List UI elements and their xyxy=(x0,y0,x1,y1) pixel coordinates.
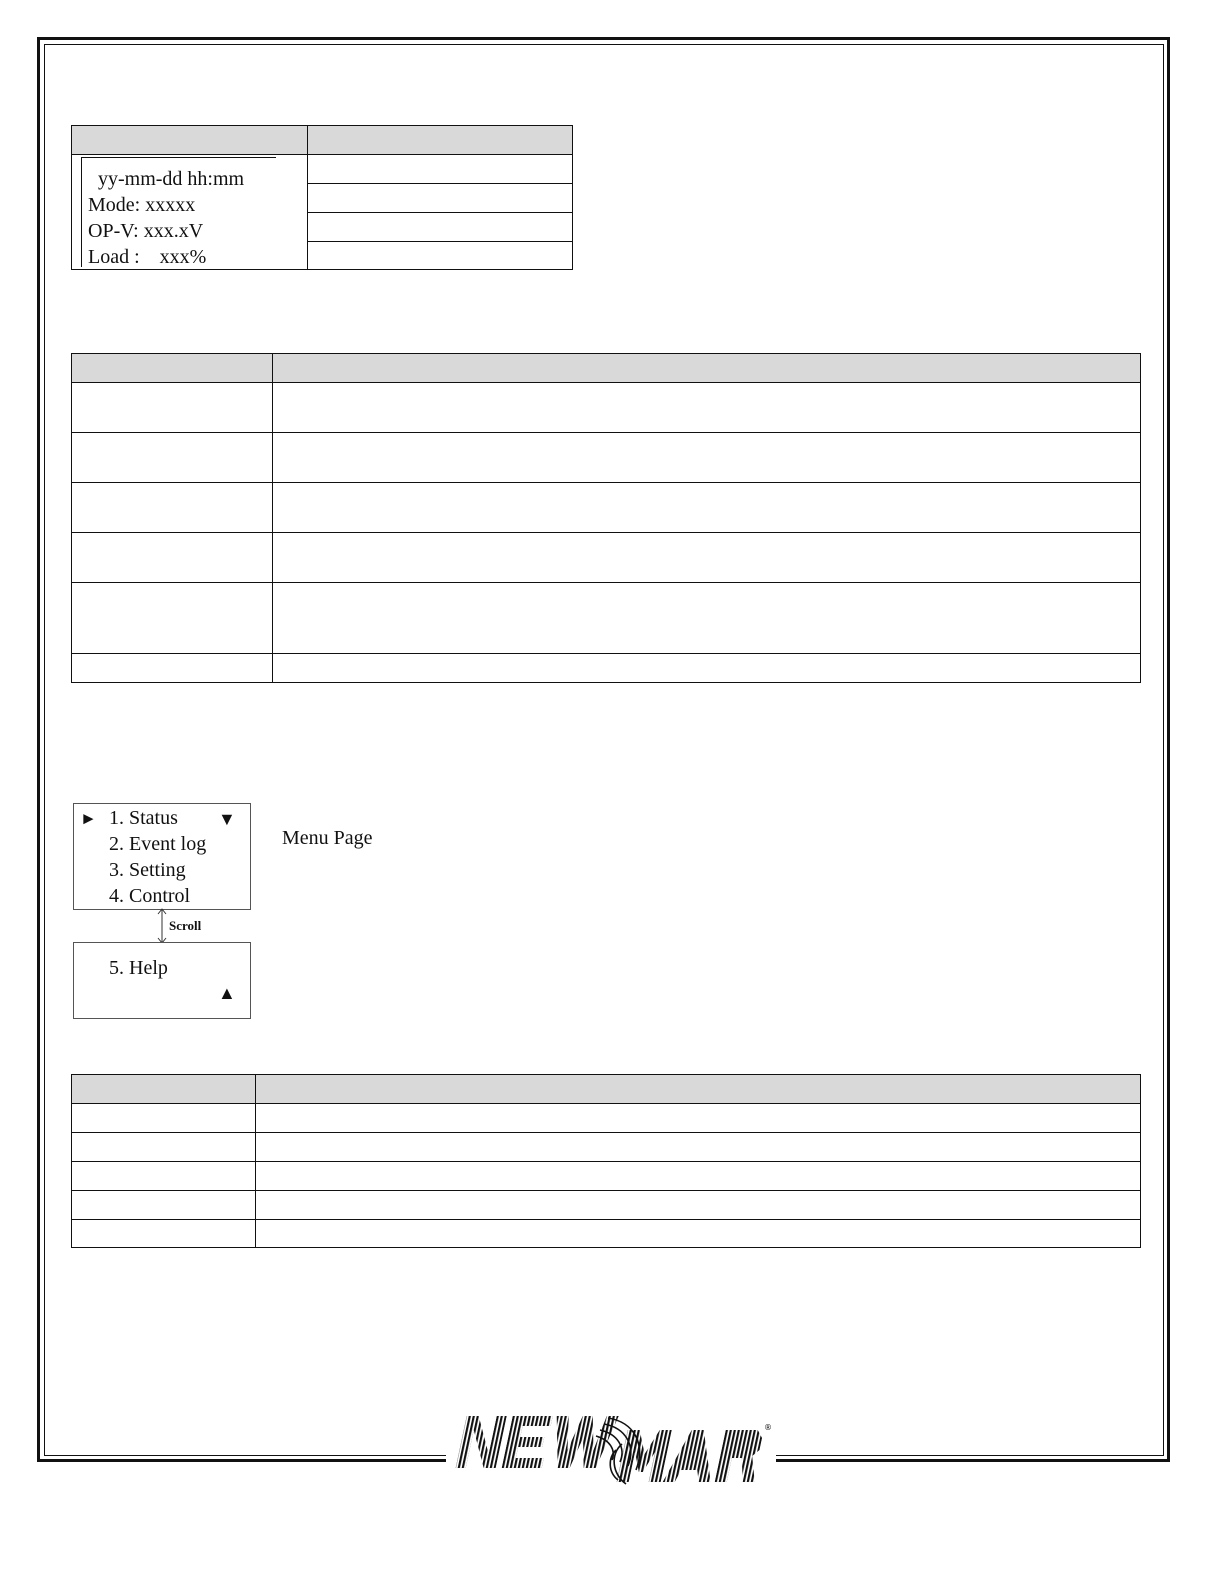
lcd-line-mode: Mode: xxxxx xyxy=(88,194,196,216)
lcd-line-load: Load : xxx% xyxy=(88,246,207,268)
menu-description-table xyxy=(71,1074,1141,1248)
mode-table-cell xyxy=(72,433,273,483)
mode-table-cell xyxy=(273,433,1141,483)
mode-table-cell xyxy=(72,583,273,654)
menu-page-caption: Menu Page xyxy=(282,827,373,849)
lcd-line-datetime: yy-mm-dd hh:mm xyxy=(98,168,245,190)
newmar-logo xyxy=(450,1410,775,1485)
lcd-screen-status xyxy=(81,157,276,267)
menu-selector-arrow-icon: ► xyxy=(80,809,97,828)
scroll-down-triangle-icon: ▼ xyxy=(218,809,236,829)
menu-table-cell xyxy=(72,1191,256,1220)
menu-table-cell xyxy=(72,1162,256,1191)
menu-item-help: 5. Help xyxy=(109,957,168,979)
menu-item-control: 4. Control xyxy=(109,885,191,907)
menu-screen-page2 xyxy=(73,942,251,1019)
mode-table-cell xyxy=(273,654,1141,683)
scroll-label: Scroll xyxy=(169,918,202,933)
menu-table-cell xyxy=(72,1104,256,1133)
menu-item-setting: 3. Setting xyxy=(109,859,186,881)
mode-table-header-description xyxy=(273,354,1141,383)
mode-table-cell xyxy=(72,654,273,683)
mode-table-cell xyxy=(273,383,1141,433)
menu-table-cell xyxy=(256,1220,1141,1248)
mode-table-cell xyxy=(273,483,1141,533)
mode-table-cell xyxy=(273,583,1141,654)
mode-table-cell xyxy=(72,383,273,433)
mode-description-table xyxy=(71,353,1141,683)
menu-table-cell xyxy=(256,1191,1141,1220)
lcd-table-header-display xyxy=(72,126,308,155)
lcd-table-desc-row xyxy=(308,242,573,270)
mode-table-cell xyxy=(273,533,1141,583)
lcd-table-desc-row xyxy=(308,155,573,184)
menu-table-header-description xyxy=(256,1075,1141,1104)
mode-table-cell xyxy=(72,483,273,533)
mode-table-cell xyxy=(72,533,273,583)
lcd-table-desc-row xyxy=(308,184,573,213)
menu-item-status: 1. Status xyxy=(109,807,178,829)
scroll-double-arrow-icon xyxy=(155,908,169,944)
menu-table-cell xyxy=(72,1133,256,1162)
scroll-up-triangle-icon: ▲ xyxy=(218,983,236,1003)
menu-screen-page1 xyxy=(73,803,251,910)
menu-table-cell xyxy=(72,1220,256,1248)
mode-table-header-mode xyxy=(72,354,273,383)
lcd-line-output-voltage: OP-V: xxx.xV xyxy=(88,220,204,242)
lcd-table-header-description xyxy=(308,126,573,155)
menu-table-header-item xyxy=(72,1075,256,1104)
registered-mark: ® xyxy=(764,1423,772,1432)
menu-item-event-log: 2. Event log xyxy=(109,833,207,855)
menu-table-cell xyxy=(256,1104,1141,1133)
menu-table-cell xyxy=(256,1133,1141,1162)
lcd-table-desc-row xyxy=(308,213,573,242)
menu-table-cell xyxy=(256,1162,1141,1191)
